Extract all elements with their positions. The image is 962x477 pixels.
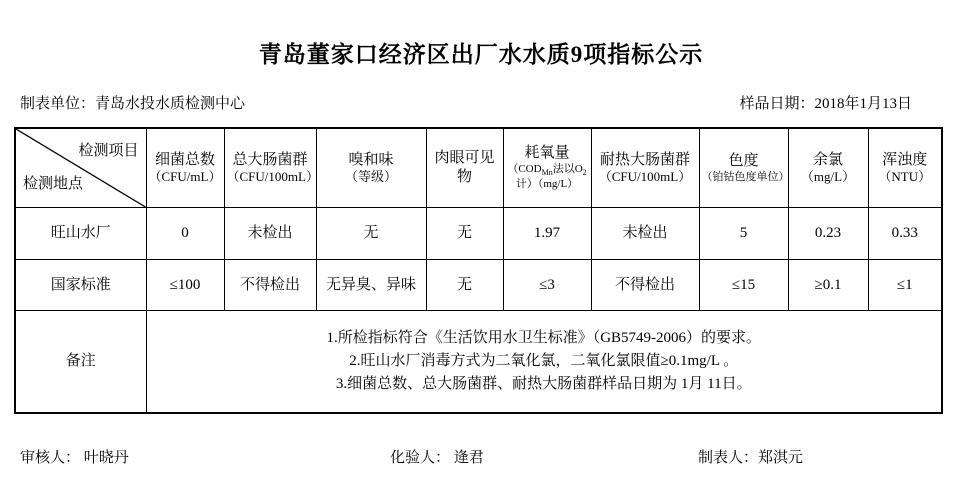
cell-value: 无 bbox=[426, 260, 503, 311]
column-unit: （CFU/100mL） bbox=[226, 169, 319, 185]
column-header-visible-matter bbox=[426, 128, 503, 208]
column-name: 细菌总数 bbox=[154, 151, 215, 168]
table-maker-label: 制表人：郑淇元 bbox=[698, 450, 804, 466]
cell-value: ≤3 bbox=[503, 260, 591, 311]
remark-line: 2.旺山水厂消毒方式为二氧化氯，二氧化氯限值≥0.1mg/L 。 bbox=[349, 352, 739, 369]
column-header-odor-taste bbox=[316, 128, 426, 208]
remark-line: 3.细菌总数、总大肠菌群、耐热大肠菌群样品日期为 1月 11日。 bbox=[335, 376, 752, 393]
remark-line: 1.所检指标符合《生活饮用水卫生标准》（GB5749-2006）的要求。 bbox=[326, 329, 762, 346]
column-name: 肉眼可见物 bbox=[434, 150, 495, 185]
corner-cell bbox=[15, 128, 146, 208]
column-unit: （NTU） bbox=[878, 169, 932, 185]
column-name: 总大肠菌群 bbox=[232, 151, 308, 168]
row-label: 旺山水厂 bbox=[15, 208, 146, 260]
corner-label-location: 检测地点 bbox=[23, 176, 84, 193]
tester-label: 化验人： 逄君 bbox=[390, 450, 484, 466]
corner-label-items: 检测项目 bbox=[78, 143, 139, 159]
cell-value: 无 bbox=[426, 208, 503, 260]
cell-value: ≥0.1 bbox=[788, 260, 868, 311]
column-unit: （CFU/mL） bbox=[148, 169, 222, 185]
column-header-heat-resistant-coliform bbox=[591, 128, 699, 208]
column-unit: （CFU/100mL） bbox=[598, 169, 692, 185]
column-name: 余氯 bbox=[812, 151, 843, 168]
table-row-wangshan-plant bbox=[15, 208, 942, 260]
header-row bbox=[15, 128, 942, 208]
column-name: 色度 bbox=[728, 152, 759, 169]
column-name: 嗅和味 bbox=[348, 151, 394, 168]
row-label: 国家标准 bbox=[15, 260, 146, 311]
cell-value: 5 bbox=[699, 208, 788, 260]
cell-value: 0 bbox=[146, 208, 224, 260]
column-unit: （等级） bbox=[344, 169, 397, 185]
column-header-residual-chlorine bbox=[788, 128, 868, 208]
cell-value: 0.23 bbox=[788, 208, 868, 260]
column-header-total-coliform bbox=[224, 128, 319, 208]
remarks-label: 备注 bbox=[15, 311, 146, 414]
column-name: 浑浊度 bbox=[882, 151, 928, 168]
column-header-oxygen-consumption bbox=[503, 128, 591, 208]
cell-value: 未检出 bbox=[591, 208, 699, 260]
cell-value: 未检出 bbox=[224, 208, 316, 260]
maker-unit-label: 制表单位：青岛水投水质检测中心 bbox=[20, 96, 246, 112]
reviewer-label: 审核人： 叶晓丹 bbox=[20, 450, 129, 466]
column-unit: （mg/L） bbox=[800, 169, 856, 185]
column-header-chromaticity bbox=[699, 128, 788, 208]
column-unit: （铂钴色度单位） bbox=[701, 170, 790, 183]
cell-value: 无异臭、异味 bbox=[316, 260, 426, 311]
diagonal-divider-line bbox=[16, 129, 146, 207]
sample-date-label: 样品日期：2018年1月13日 bbox=[739, 96, 912, 112]
cell-value: 不得检出 bbox=[591, 260, 699, 311]
column-name: 耗氧量 bbox=[524, 145, 570, 162]
remarks-row bbox=[15, 311, 942, 414]
column-unit: （$COD_{Mn}$法以$O_2$计）（mg/L） bbox=[507, 162, 587, 191]
column-header-turbidity bbox=[868, 128, 942, 208]
remarks-content bbox=[146, 311, 942, 414]
column-name: 耐热大肠菌群 bbox=[599, 151, 690, 168]
column-header-bacteria-count bbox=[146, 128, 224, 208]
page-title: 青岛董家口经济区出厂水水质9项指标公示 bbox=[258, 42, 704, 67]
cell-value: 无 bbox=[316, 208, 426, 260]
cell-value: 0.33 bbox=[868, 208, 942, 260]
cell-value: 不得检出 bbox=[224, 260, 316, 311]
cell-value: ≤100 bbox=[146, 260, 224, 311]
cell-value: 1.97 bbox=[503, 208, 591, 260]
cell-value: ≤15 bbox=[699, 260, 788, 311]
cell-value: ≤1 bbox=[868, 260, 942, 311]
water-quality-table bbox=[14, 127, 943, 414]
table-row-national-standard bbox=[15, 260, 942, 311]
